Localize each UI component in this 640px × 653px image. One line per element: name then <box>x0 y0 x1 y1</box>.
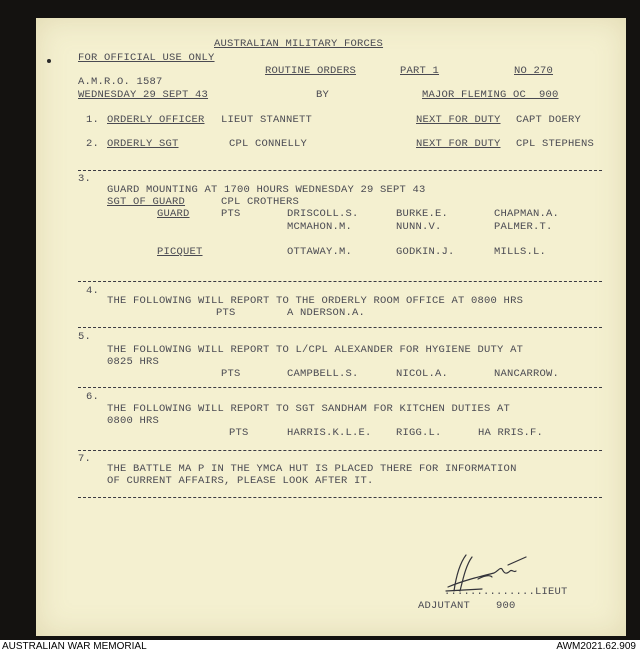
section-number: 6. <box>86 391 100 403</box>
adjutant-unit: 900 <box>496 600 516 612</box>
picquet-member: GODKIN.J. <box>396 246 455 258</box>
duty-name: CPL CONNELLY <box>229 138 308 150</box>
ink-mark <box>46 58 52 64</box>
section-member: NICOL.A. <box>396 368 449 380</box>
guard-member: BURKE.E. <box>396 208 449 220</box>
next-for-duty-label: NEXT FOR DUTY <box>416 138 501 150</box>
section-divider <box>78 170 602 171</box>
section-member: A NDERSON.A. <box>287 307 366 319</box>
section-number: 7. <box>78 453 92 465</box>
section-text: 0800 HRS <box>107 415 160 427</box>
section-text: THE FOLLOWING WILL REPORT TO SGT SANDHAM FOR KITCHEN DUTIES AT <box>107 403 511 415</box>
section-number: 4. <box>86 285 100 297</box>
next-for-duty-label: NEXT FOR DUTY <box>416 114 501 126</box>
order-date: WEDNESDAY 29 SEPT 43 <box>78 89 209 101</box>
guard-label: GUARD <box>157 208 190 220</box>
footer-institution: AUSTRALIAN WAR MEMORIAL <box>2 641 147 652</box>
section-text: THE FOLLOWING WILL REPORT TO THE ORDERLY ROOM OFFICE AT 0800 HRS <box>107 295 524 307</box>
guard-member: CHAPMAN.A. <box>494 208 560 220</box>
picquet-label: PICQUET <box>157 246 203 258</box>
duty-role: ORDERLY OFFICER <box>107 114 205 126</box>
section-member: HA RRIS.F. <box>478 427 544 439</box>
guard-heading: GUARD MOUNTING AT 1700 HOURS WEDNESDAY 29 SEPT 43 <box>107 184 426 196</box>
by-label: BY <box>316 89 330 101</box>
orders-title: ROUTINE ORDERS <box>265 65 357 77</box>
guard-member: PALMER.T. <box>494 221 553 233</box>
footer-accession-number: AWM2021.62.909 <box>556 641 636 652</box>
section-divider <box>78 497 602 498</box>
duty-role: ORDERLY SGT <box>107 138 179 150</box>
amrc-reference: A.M.R.O. 1587 <box>78 76 163 88</box>
adjutant-title: ADJUTANT <box>418 600 471 612</box>
section-member: NANCARROW. <box>494 368 560 380</box>
section-rank: PTS <box>221 368 241 380</box>
section-text: THE FOLLOWING WILL REPORT TO L/CPL ALEXANDER FOR HYGIENE DUTY AT <box>107 344 524 356</box>
section-rank: PTS <box>229 427 249 439</box>
issuing-authority: MAJOR FLEMING OC 900 <box>422 89 559 101</box>
next-duty-name: CPL STEPHENS <box>516 138 595 150</box>
section-member: HARRIS.K.L.E. <box>287 427 372 439</box>
section-rank: PTS <box>216 307 236 319</box>
section-divider <box>78 387 602 388</box>
duty-number: 1. <box>86 114 100 126</box>
signature-line: ..............LIEUT <box>444 586 568 598</box>
section-divider <box>78 450 602 451</box>
section-number: 3. <box>78 173 92 185</box>
next-duty-name: CAPT DOERY <box>516 114 582 126</box>
section-text: 0825 HRS <box>107 356 160 368</box>
section-number: 5. <box>78 331 92 343</box>
part-label: PART 1 <box>400 65 440 77</box>
sgt-of-guard-label: SGT OF GUARD <box>107 196 186 208</box>
section-text: THE BATTLE MA P IN THE YMCA HUT IS PLACED THERE FOR INFORMATION <box>107 463 517 475</box>
guard-rank: PTS <box>221 208 241 220</box>
guard-member: NUNN.V. <box>396 221 442 233</box>
section-divider <box>78 327 602 328</box>
order-number: NO 270 <box>514 65 554 77</box>
picquet-member: MILLS.L. <box>494 246 547 258</box>
section-member: CAMPBELL.S. <box>287 368 359 380</box>
duty-name: LIEUT STANNETT <box>221 114 313 126</box>
section-member: RIGG.L. <box>396 427 442 439</box>
section-divider <box>78 281 602 282</box>
picquet-member: OTTAWAY.M. <box>287 246 353 258</box>
sgt-of-guard-name: CPL CROTHERS <box>221 196 300 208</box>
org-title: AUSTRALIAN MILITARY FORCES <box>214 38 384 50</box>
guard-member: MCMAHON.M. <box>287 221 353 233</box>
guard-member: DRISCOLL.S. <box>287 208 359 220</box>
official-use-label: FOR OFFICIAL USE ONLY <box>78 52 215 64</box>
duty-number: 2. <box>86 138 100 150</box>
section-text: OF CURRENT AFFAIRS, PLEASE LOOK AFTER IT. <box>107 475 374 487</box>
